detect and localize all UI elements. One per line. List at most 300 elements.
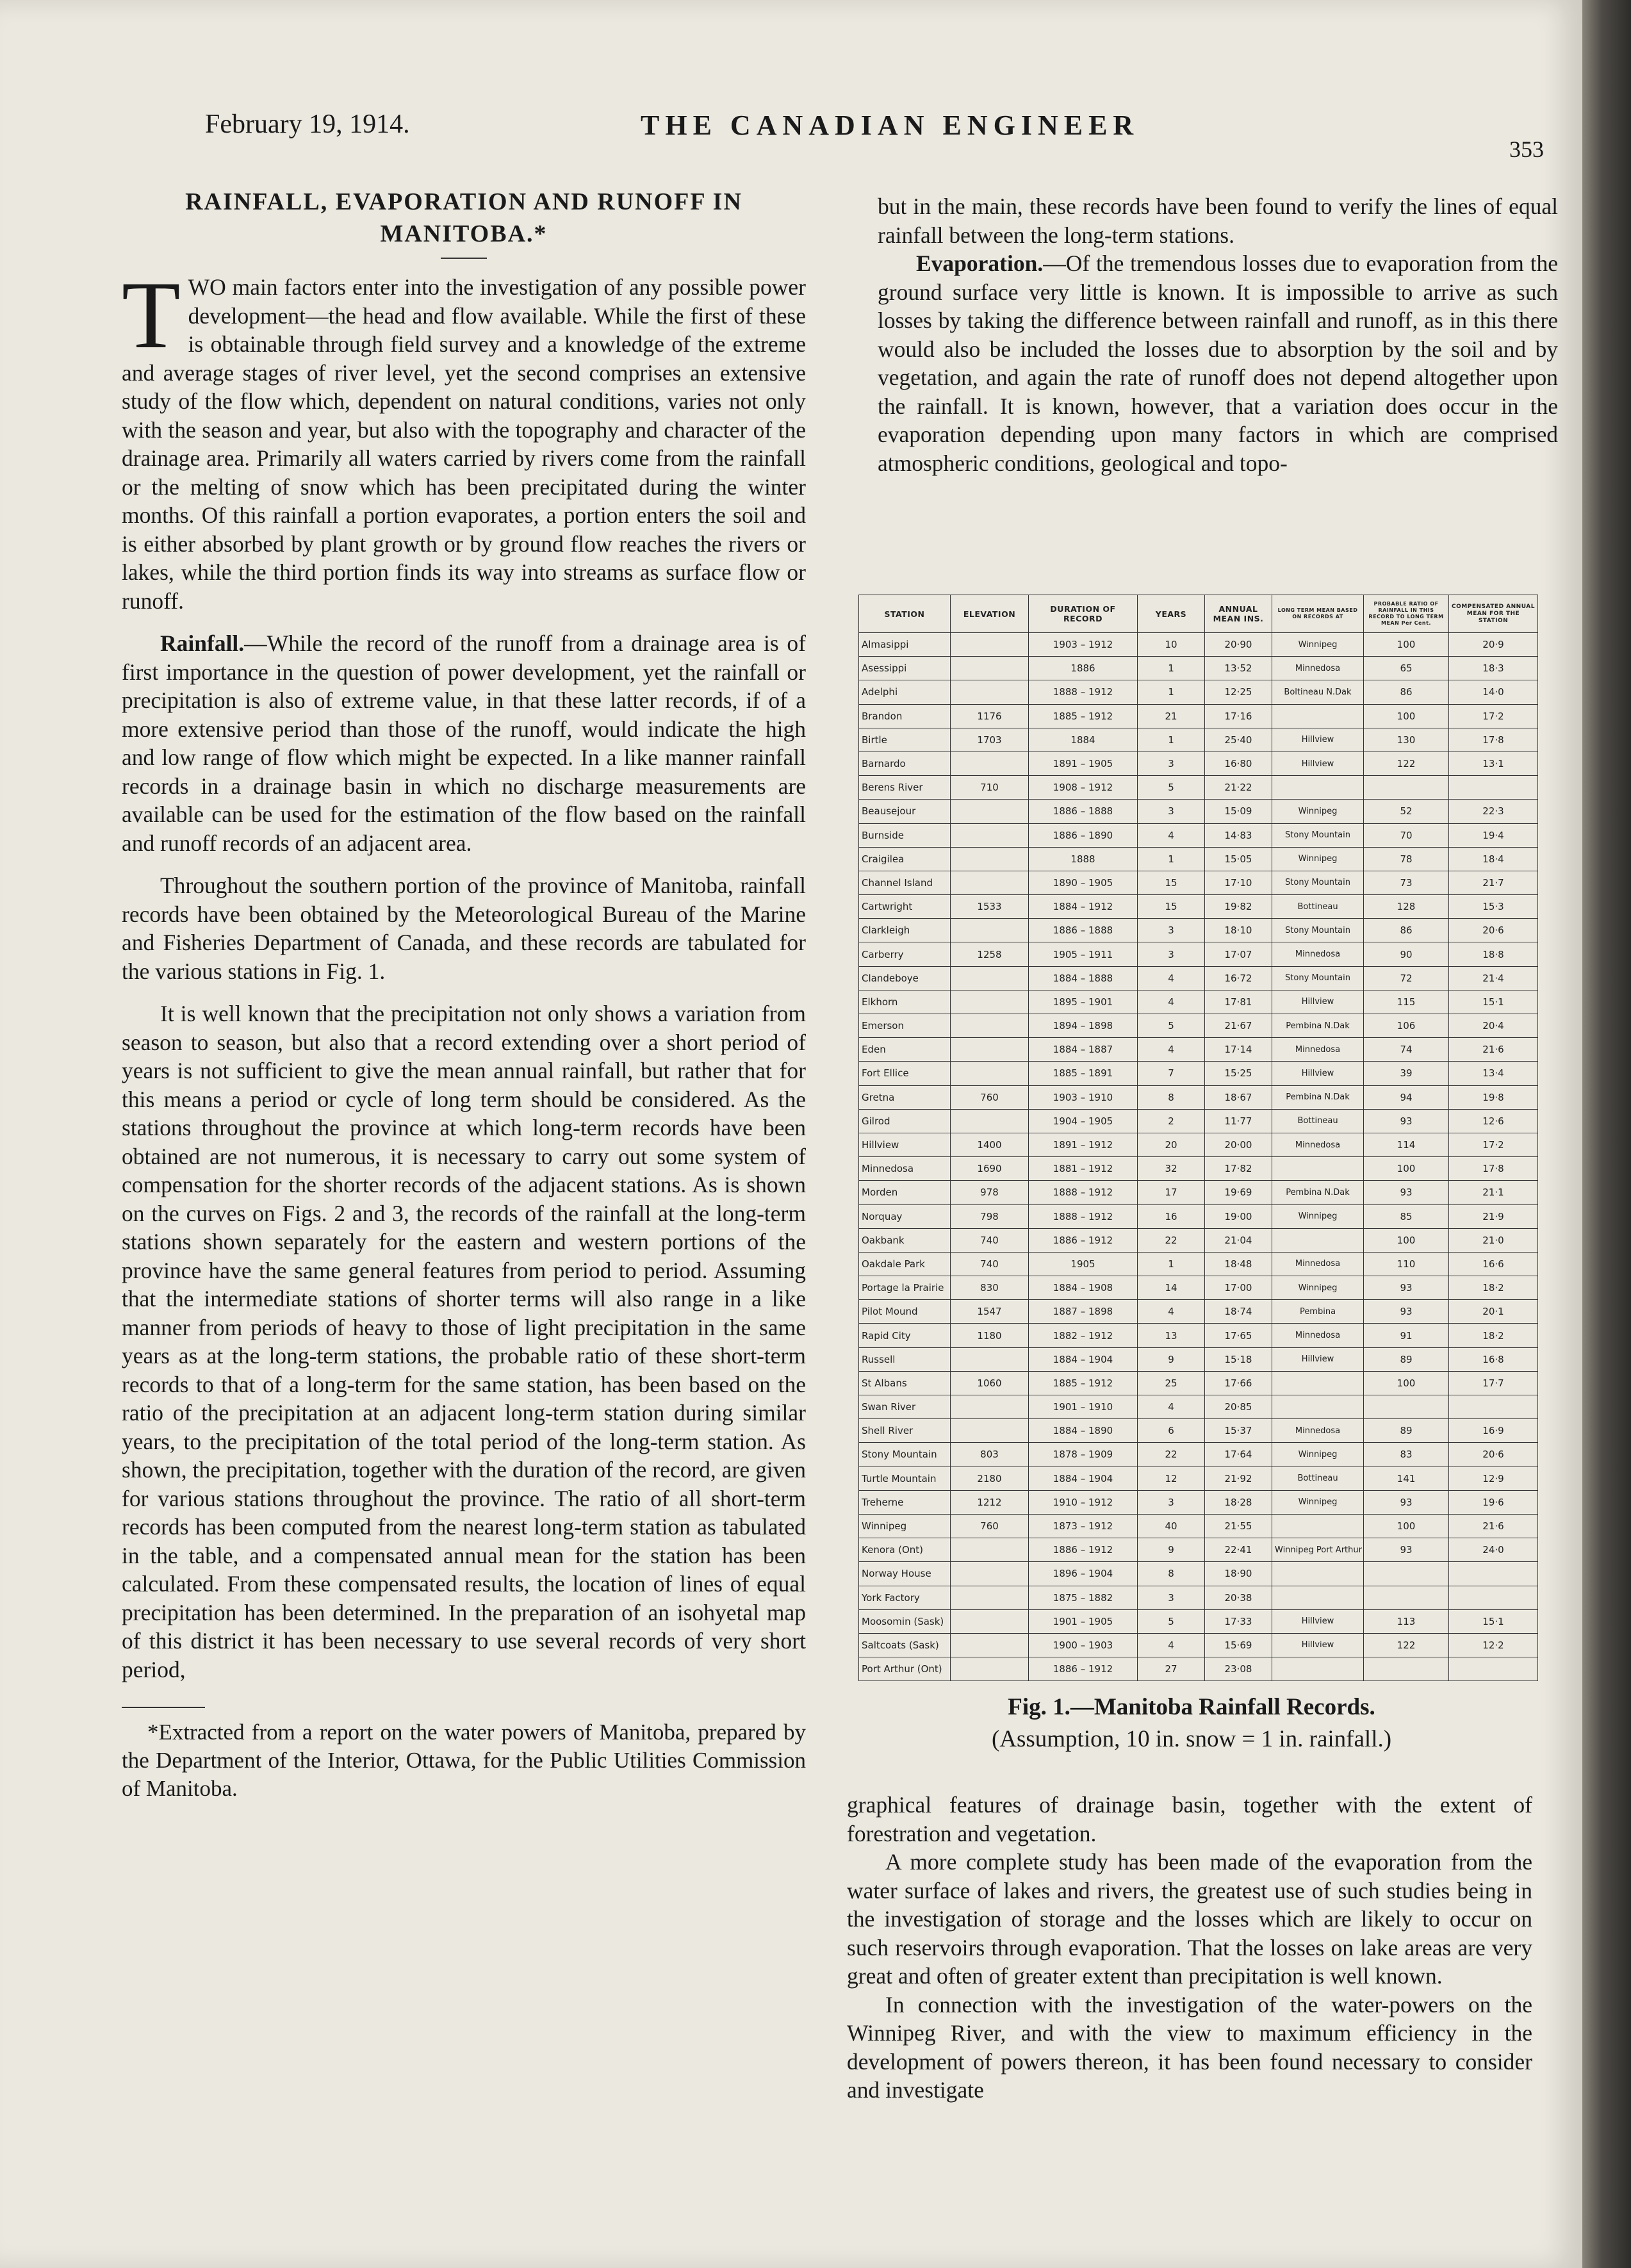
cell-compensated: 18·2 bbox=[1449, 1324, 1538, 1347]
cell-elevation bbox=[951, 1419, 1029, 1443]
cell-ratio: 114 bbox=[1364, 1133, 1449, 1156]
cell-annual-mean: 14·83 bbox=[1205, 823, 1272, 847]
cell-annual-mean: 17·16 bbox=[1205, 704, 1272, 728]
cell-station: Pilot Mound bbox=[859, 1300, 951, 1324]
cell-compensated: 15·1 bbox=[1449, 990, 1538, 1014]
cell-duration: 1884 – 1890 bbox=[1029, 1419, 1138, 1443]
cell-station: Stony Mountain bbox=[859, 1443, 951, 1467]
cell-annual-mean: 18·10 bbox=[1205, 919, 1272, 942]
cell-elevation bbox=[951, 657, 1029, 680]
right-column-top bbox=[878, 192, 1558, 477]
cell-annual-mean: 21·22 bbox=[1205, 776, 1272, 800]
cell-station: Rapid City bbox=[859, 1324, 951, 1347]
cell-duration: 1886 – 1890 bbox=[1029, 823, 1138, 847]
cell-station: Eden bbox=[859, 1038, 951, 1062]
table-row bbox=[859, 1586, 1538, 1609]
cell-years: 5 bbox=[1138, 1014, 1205, 1038]
cell-long-term-basis: Stony Mountain bbox=[1272, 966, 1364, 990]
cell-annual-mean: 18·74 bbox=[1205, 1300, 1272, 1324]
cell-compensated bbox=[1449, 1657, 1538, 1681]
cell-compensated: 15·1 bbox=[1449, 1609, 1538, 1633]
cell-ratio: 122 bbox=[1364, 752, 1449, 775]
paragraph-lake-evaporation: A more complete study has been made of the evaporation from the water surface of lakes and rivers, the greatest use of such studies being in the investigation of storage and the losses which are likely to occur on such reservoirs through evaporation. That the losses on lake areas are very great and often of greater extent than precipitation is well known. bbox=[847, 1849, 1532, 1989]
cell-compensated bbox=[1449, 1395, 1538, 1419]
cell-station: Asessippi bbox=[859, 657, 951, 680]
cell-station: Fort Ellice bbox=[859, 1062, 951, 1085]
cell-elevation: 1690 bbox=[951, 1157, 1029, 1181]
cell-elevation bbox=[951, 680, 1029, 704]
cell-years: 2 bbox=[1138, 1109, 1205, 1133]
cell-long-term-basis: Pembina N.Dak bbox=[1272, 1181, 1364, 1204]
header-duration: DURATION OF RECORD bbox=[1029, 595, 1138, 633]
cell-years: 9 bbox=[1138, 1538, 1205, 1562]
cell-station: Carberry bbox=[859, 942, 951, 966]
cell-years: 20 bbox=[1138, 1133, 1205, 1156]
cell-compensated bbox=[1449, 1562, 1538, 1586]
cell-compensated: 18·8 bbox=[1449, 942, 1538, 966]
cell-ratio: 65 bbox=[1364, 657, 1449, 680]
cell-elevation: 1212 bbox=[951, 1490, 1029, 1514]
cell-duration: 1896 – 1904 bbox=[1029, 1562, 1138, 1586]
cell-annual-mean: 20·90 bbox=[1205, 633, 1272, 657]
table-row bbox=[859, 1062, 1538, 1085]
header-long-term-basis: LONG TERM MEAN BASED ON RECORDS AT bbox=[1272, 595, 1364, 633]
cell-duration: 1900 – 1903 bbox=[1029, 1633, 1138, 1657]
cell-years: 8 bbox=[1138, 1085, 1205, 1109]
table-row bbox=[859, 1514, 1538, 1538]
table-row bbox=[859, 847, 1538, 871]
cell-compensated: 16·9 bbox=[1449, 1419, 1538, 1443]
cell-annual-mean: 18·28 bbox=[1205, 1490, 1272, 1514]
cell-long-term-basis: Winnipeg bbox=[1272, 847, 1364, 871]
cell-duration: 1888 – 1912 bbox=[1029, 1204, 1138, 1228]
cell-duration: 1886 – 1888 bbox=[1029, 919, 1138, 942]
cell-annual-mean: 21·04 bbox=[1205, 1228, 1272, 1252]
drop-cap: T bbox=[122, 262, 181, 368]
book-spine bbox=[1582, 0, 1631, 2268]
cell-long-term-basis: Bottineau bbox=[1272, 895, 1364, 919]
cell-station: Saltcoats (Sask) bbox=[859, 1633, 951, 1657]
cell-elevation bbox=[951, 1109, 1029, 1133]
cell-compensated: 21·9 bbox=[1449, 1204, 1538, 1228]
table-row bbox=[859, 823, 1538, 847]
cell-ratio: 86 bbox=[1364, 680, 1449, 704]
cell-duration: 1884 – 1912 bbox=[1029, 895, 1138, 919]
cell-years: 25 bbox=[1138, 1371, 1205, 1395]
cell-station: Adelphi bbox=[859, 680, 951, 704]
paragraph-topo-continued: graphical features of drainage basin, together with the extent of forestration and vegetation. bbox=[847, 1792, 1532, 1846]
cell-years: 3 bbox=[1138, 919, 1205, 942]
header-years: YEARS bbox=[1138, 595, 1205, 633]
cell-station: Swan River bbox=[859, 1395, 951, 1419]
cell-compensated: 16·8 bbox=[1449, 1347, 1538, 1371]
cell-ratio: 93 bbox=[1364, 1490, 1449, 1514]
cell-elevation bbox=[951, 1395, 1029, 1419]
table-row bbox=[859, 1133, 1538, 1156]
cell-years: 4 bbox=[1138, 823, 1205, 847]
cell-years: 10 bbox=[1138, 633, 1205, 657]
journal-title: THE CANADIAN ENGINEER bbox=[641, 110, 1140, 141]
cell-compensated: 21·7 bbox=[1449, 871, 1538, 894]
table-row bbox=[859, 1181, 1538, 1204]
table-row bbox=[859, 1228, 1538, 1252]
cell-compensated: 20·4 bbox=[1449, 1014, 1538, 1038]
cell-annual-mean: 12·25 bbox=[1205, 680, 1272, 704]
cell-station: Clarkleigh bbox=[859, 919, 951, 942]
cell-ratio bbox=[1364, 1395, 1449, 1419]
cell-duration: 1887 – 1898 bbox=[1029, 1300, 1138, 1324]
cell-duration: 1888 – 1912 bbox=[1029, 680, 1138, 704]
cell-ratio: 73 bbox=[1364, 871, 1449, 894]
cell-compensated: 24·0 bbox=[1449, 1538, 1538, 1562]
cell-ratio: 85 bbox=[1364, 1204, 1449, 1228]
table-row bbox=[859, 1324, 1538, 1347]
cell-duration: 1886 – 1888 bbox=[1029, 800, 1138, 823]
cell-annual-mean: 23·08 bbox=[1205, 1657, 1272, 1681]
cell-ratio: 89 bbox=[1364, 1347, 1449, 1371]
cell-years: 4 bbox=[1138, 1300, 1205, 1324]
cell-compensated: 19·8 bbox=[1449, 1085, 1538, 1109]
cell-duration: 1903 – 1910 bbox=[1029, 1085, 1138, 1109]
cell-compensated: 17·2 bbox=[1449, 1133, 1538, 1156]
cell-ratio: 90 bbox=[1364, 942, 1449, 966]
cell-elevation: 1180 bbox=[951, 1324, 1029, 1347]
cell-elevation bbox=[951, 1347, 1029, 1371]
cell-duration: 1886 bbox=[1029, 657, 1138, 680]
cell-ratio: 86 bbox=[1364, 919, 1449, 942]
cell-years: 1 bbox=[1138, 728, 1205, 752]
cell-ratio: 74 bbox=[1364, 1038, 1449, 1062]
cell-duration: 1895 – 1901 bbox=[1029, 990, 1138, 1014]
cell-long-term-basis bbox=[1272, 1371, 1364, 1395]
article-title-line1: RAINFALL, EVAPORATION AND RUNOFF IN bbox=[185, 188, 742, 215]
cell-long-term-basis bbox=[1272, 1395, 1364, 1419]
cell-long-term-basis: Winnipeg bbox=[1272, 1443, 1364, 1467]
cell-duration: 1884 – 1887 bbox=[1029, 1038, 1138, 1062]
cell-duration: 1903 – 1912 bbox=[1029, 633, 1138, 657]
cell-years: 22 bbox=[1138, 1443, 1205, 1467]
cell-duration: 1908 – 1912 bbox=[1029, 776, 1138, 800]
cell-annual-mean: 18·48 bbox=[1205, 1252, 1272, 1276]
paragraph-rainfall bbox=[122, 629, 806, 857]
cell-ratio: 91 bbox=[1364, 1324, 1449, 1347]
cell-compensated: 17·8 bbox=[1449, 1157, 1538, 1181]
cell-ratio: 100 bbox=[1364, 1157, 1449, 1181]
cell-years: 3 bbox=[1138, 1586, 1205, 1609]
table-row bbox=[859, 871, 1538, 894]
table-row bbox=[859, 1252, 1538, 1276]
header-elevation: ELEVATION bbox=[951, 595, 1029, 633]
cell-long-term-basis: Hillview bbox=[1272, 728, 1364, 752]
rainfall-records-table bbox=[858, 595, 1538, 1681]
cell-annual-mean: 17·64 bbox=[1205, 1443, 1272, 1467]
cell-years: 8 bbox=[1138, 1562, 1205, 1586]
cell-compensated: 21·1 bbox=[1449, 1181, 1538, 1204]
cell-ratio: 93 bbox=[1364, 1538, 1449, 1562]
paragraph-intro bbox=[122, 262, 806, 615]
cell-station: Berens River bbox=[859, 776, 951, 800]
cell-compensated bbox=[1449, 776, 1538, 800]
cell-duration: 1885 – 1912 bbox=[1029, 704, 1138, 728]
cell-long-term-basis: Minnedosa bbox=[1272, 1133, 1364, 1156]
cell-years: 16 bbox=[1138, 1204, 1205, 1228]
cell-long-term-basis: Pembina N.Dak bbox=[1272, 1014, 1364, 1038]
cell-station: Gretna bbox=[859, 1085, 951, 1109]
header-probable-ratio: PROBABLE RATIO OF RAINFALL IN THIS RECORD TO LONG TERM MEAN Per Cent. bbox=[1364, 595, 1449, 633]
cell-elevation bbox=[951, 800, 1029, 823]
cell-duration: 1886 – 1912 bbox=[1029, 1657, 1138, 1681]
cell-years: 15 bbox=[1138, 895, 1205, 919]
cell-duration: 1904 – 1905 bbox=[1029, 1109, 1138, 1133]
cell-years: 9 bbox=[1138, 1347, 1205, 1371]
cell-long-term-basis: Bottineau bbox=[1272, 1467, 1364, 1490]
cell-duration: 1905 – 1911 bbox=[1029, 942, 1138, 966]
cell-station: Turtle Mountain bbox=[859, 1467, 951, 1490]
cell-annual-mean: 20·38 bbox=[1205, 1586, 1272, 1609]
cell-elevation: 1547 bbox=[951, 1300, 1029, 1324]
cell-duration: 1875 – 1882 bbox=[1029, 1586, 1138, 1609]
table-row bbox=[859, 1347, 1538, 1371]
table-row bbox=[859, 1395, 1538, 1419]
cell-station: Kenora (Ont) bbox=[859, 1538, 951, 1562]
cell-station: Brandon bbox=[859, 704, 951, 728]
cell-years: 1 bbox=[1138, 680, 1205, 704]
cell-compensated: 18·2 bbox=[1449, 1276, 1538, 1300]
cell-annual-mean: 15·18 bbox=[1205, 1347, 1272, 1371]
table-row bbox=[859, 1038, 1538, 1062]
cell-elevation bbox=[951, 633, 1029, 657]
cell-station: Cartwright bbox=[859, 895, 951, 919]
cell-ratio: 94 bbox=[1364, 1085, 1449, 1109]
cell-ratio: 89 bbox=[1364, 1419, 1449, 1443]
cell-compensated: 13·1 bbox=[1449, 752, 1538, 775]
cell-annual-mean: 18·67 bbox=[1205, 1085, 1272, 1109]
cell-elevation bbox=[951, 1062, 1029, 1085]
cell-elevation bbox=[951, 871, 1029, 894]
cell-long-term-basis bbox=[1272, 1228, 1364, 1252]
cell-annual-mean: 16·72 bbox=[1205, 966, 1272, 990]
table-row bbox=[859, 752, 1538, 775]
cell-compensated: 20·6 bbox=[1449, 1443, 1538, 1467]
cell-elevation: 1060 bbox=[951, 1371, 1029, 1395]
cell-compensated: 20·1 bbox=[1449, 1300, 1538, 1324]
cell-elevation: 1176 bbox=[951, 704, 1029, 728]
cell-station: Channel Island bbox=[859, 871, 951, 894]
cell-long-term-basis bbox=[1272, 1562, 1364, 1586]
cell-compensated: 21·6 bbox=[1449, 1514, 1538, 1538]
cell-duration: 1884 bbox=[1029, 728, 1138, 752]
cell-duration: 1901 – 1910 bbox=[1029, 1395, 1138, 1419]
cell-years: 27 bbox=[1138, 1657, 1205, 1681]
paragraph-intro-text: WO main factors enter into the investigation of any possible power development—the head and flow available. While the first of these is obtainable through field survey and a knowledge of the extreme and average stages of river level, yet the second comprises an extensive study of the flow which, dependent on natural conditions, varies not only with the season and year, but also with the topography and character of the drainage area. Primarily all waters carried by rivers come from the rainfall or the melting of snow which has been precipitated during the winter months. Of this rainfall a portion evaporates, a portion enters the soil and is either absorbed by plant growth or by ground flow reaches the rivers or lakes, while the third portion finds its way into streams as surface flow or runoff. bbox=[122, 274, 806, 614]
table-row bbox=[859, 990, 1538, 1014]
cell-long-term-basis: Boltineau N.Dak bbox=[1272, 680, 1364, 704]
cell-ratio bbox=[1364, 1657, 1449, 1681]
cell-ratio: 39 bbox=[1364, 1062, 1449, 1085]
table-row bbox=[859, 1157, 1538, 1181]
cell-long-term-basis: Hillview bbox=[1272, 1633, 1364, 1657]
cell-long-term-basis bbox=[1272, 1514, 1364, 1538]
cell-elevation: 830 bbox=[951, 1276, 1029, 1300]
cell-elevation bbox=[951, 1657, 1029, 1681]
cell-years: 12 bbox=[1138, 1467, 1205, 1490]
table-row bbox=[859, 1419, 1538, 1443]
cell-annual-mean: 13·52 bbox=[1205, 657, 1272, 680]
cell-station: Minnedosa bbox=[859, 1157, 951, 1181]
cell-annual-mean: 17·33 bbox=[1205, 1609, 1272, 1633]
cell-ratio: 100 bbox=[1364, 1371, 1449, 1395]
cell-duration: 1910 – 1912 bbox=[1029, 1490, 1138, 1514]
cell-elevation bbox=[951, 1633, 1029, 1657]
table-row bbox=[859, 1085, 1538, 1109]
cell-annual-mean: 19·82 bbox=[1205, 895, 1272, 919]
cell-annual-mean: 18·90 bbox=[1205, 1562, 1272, 1586]
cell-long-term-basis: Pembina bbox=[1272, 1300, 1364, 1324]
cell-station: Beausejour bbox=[859, 800, 951, 823]
cell-years: 3 bbox=[1138, 942, 1205, 966]
table-row bbox=[859, 1014, 1538, 1038]
cell-elevation: 978 bbox=[951, 1181, 1029, 1204]
cell-annual-mean: 21·67 bbox=[1205, 1014, 1272, 1038]
cell-duration: 1886 – 1912 bbox=[1029, 1228, 1138, 1252]
cell-years: 32 bbox=[1138, 1157, 1205, 1181]
table-row bbox=[859, 1204, 1538, 1228]
cell-station: Treherne bbox=[859, 1490, 951, 1514]
title-rule bbox=[441, 258, 487, 259]
cell-annual-mean: 17·10 bbox=[1205, 871, 1272, 894]
cell-years: 5 bbox=[1138, 776, 1205, 800]
cell-duration: 1905 bbox=[1029, 1252, 1138, 1276]
cell-long-term-basis: Pembina N.Dak bbox=[1272, 1085, 1364, 1109]
cell-ratio: 78 bbox=[1364, 847, 1449, 871]
cell-ratio: 100 bbox=[1364, 633, 1449, 657]
cell-annual-mean: 17·14 bbox=[1205, 1038, 1272, 1062]
figure-caption-sub: (Assumption, 10 in. snow = 1 in. rainfall.) bbox=[991, 1726, 1392, 1752]
cell-compensated: 17·2 bbox=[1449, 704, 1538, 728]
cell-long-term-basis: Minnedosa bbox=[1272, 942, 1364, 966]
cell-ratio bbox=[1364, 1586, 1449, 1609]
cell-ratio: 83 bbox=[1364, 1443, 1449, 1467]
cell-years: 14 bbox=[1138, 1276, 1205, 1300]
cell-annual-mean: 15·05 bbox=[1205, 847, 1272, 871]
table-row bbox=[859, 1490, 1538, 1514]
cell-long-term-basis: Hillview bbox=[1272, 752, 1364, 775]
cell-long-term-basis: Winnipeg bbox=[1272, 1204, 1364, 1228]
cell-compensated: 21·6 bbox=[1449, 1038, 1538, 1062]
page-number: 353 bbox=[1509, 136, 1544, 162]
cell-elevation bbox=[951, 966, 1029, 990]
cell-ratio: 93 bbox=[1364, 1109, 1449, 1133]
cell-years: 5 bbox=[1138, 1609, 1205, 1633]
cell-ratio: 130 bbox=[1364, 728, 1449, 752]
cell-duration: 1884 – 1888 bbox=[1029, 966, 1138, 990]
cell-long-term-basis: Stony Mountain bbox=[1272, 823, 1364, 847]
cell-years: 1 bbox=[1138, 1252, 1205, 1276]
paragraph-precipitation: It is well known that the precipitation not only shows a variation from season to season, but also that a record extending over a short period of years is not sufficient to give the mean annual rainfall, but rather that for this means a period or cycle of long term should be considered. As the stations throughout the province at which long-term records have been obtained are not numerous, it is necessary to carry out some system of compensation for the shorter records of the adjacent stations. As is shown on the curves on Figs. 2 and 3, the records of the rainfall at the long-term stations shown separately for the eastern and western portions of the province have the same general features from period to period. Assuming that the intermediate stations of shorter terms will also range in a like manner from periods of heavy to those of light precipitation in the same years as at the long-term stations, the probable ratio of these short-term records to that of a long-term for the same station, has been based on the ratio of the precipitation at an adjacent long-term station during similar years, to the precipitation of the total period of the long-term station. As shown, the precipitation, together with the duration of the record, are given for various stations throughout the province. The ratio of all short-term records has been computed from the nearest long-term station as tabulated in the table, and a compensated annual mean for the station has been calculated. From these compensated results, the location of lines of equal precipitation has been determined. In the preparation of an isohyetal map of this district it has been necessary to use several records of very short period, bbox=[122, 1001, 806, 1682]
cell-compensated: 20·6 bbox=[1449, 919, 1538, 942]
cell-station: Moosomin (Sask) bbox=[859, 1609, 951, 1633]
table-row bbox=[859, 919, 1538, 942]
cell-elevation: 740 bbox=[951, 1228, 1029, 1252]
footnote: *Extracted from a report on the water powers of Manitoba, prepared by the Department of the Interior, Ottawa, for the Public Utilities Commission of Manitoba. bbox=[122, 1720, 806, 1801]
cell-duration: 1894 – 1898 bbox=[1029, 1014, 1138, 1038]
cell-annual-mean: 15·09 bbox=[1205, 800, 1272, 823]
cell-years: 4 bbox=[1138, 966, 1205, 990]
cell-station: York Factory bbox=[859, 1586, 951, 1609]
cell-long-term-basis: Minnedosa bbox=[1272, 1419, 1364, 1443]
table-row bbox=[859, 1538, 1538, 1562]
cell-years: 40 bbox=[1138, 1514, 1205, 1538]
cell-long-term-basis: Winnipeg bbox=[1272, 800, 1364, 823]
cell-ratio: 100 bbox=[1364, 704, 1449, 728]
table-row bbox=[859, 1609, 1538, 1633]
cell-years: 6 bbox=[1138, 1419, 1205, 1443]
cell-compensated: 18·4 bbox=[1449, 847, 1538, 871]
cell-long-term-basis: Stony Mountain bbox=[1272, 919, 1364, 942]
cell-elevation bbox=[951, 1538, 1029, 1562]
cell-ratio: 72 bbox=[1364, 966, 1449, 990]
cell-annual-mean: 15·37 bbox=[1205, 1419, 1272, 1443]
cell-station: Shell River bbox=[859, 1419, 951, 1443]
cell-station: Winnipeg bbox=[859, 1514, 951, 1538]
cell-compensated: 15·3 bbox=[1449, 895, 1538, 919]
table-row bbox=[859, 728, 1538, 752]
cell-station: St Albans bbox=[859, 1371, 951, 1395]
cell-duration: 1884 – 1908 bbox=[1029, 1276, 1138, 1300]
figure-caption bbox=[833, 1691, 1550, 1755]
article-title-line2: MANITOBA.* bbox=[380, 220, 548, 247]
cell-annual-mean: 17·82 bbox=[1205, 1157, 1272, 1181]
cell-elevation bbox=[951, 847, 1029, 871]
cell-elevation bbox=[951, 1562, 1029, 1586]
table-row bbox=[859, 1300, 1538, 1324]
cell-ratio: 93 bbox=[1364, 1181, 1449, 1204]
header-station: STATION bbox=[859, 595, 951, 633]
cell-years: 3 bbox=[1138, 1490, 1205, 1514]
cell-compensated: 13·4 bbox=[1449, 1062, 1538, 1085]
cell-elevation bbox=[951, 752, 1029, 775]
cell-annual-mean: 19·00 bbox=[1205, 1204, 1272, 1228]
table-row bbox=[859, 800, 1538, 823]
cell-annual-mean: 16·80 bbox=[1205, 752, 1272, 775]
cell-long-term-basis bbox=[1272, 1157, 1364, 1181]
cell-duration: 1890 – 1905 bbox=[1029, 871, 1138, 894]
cell-ratio: 70 bbox=[1364, 823, 1449, 847]
cell-duration: 1884 – 1904 bbox=[1029, 1347, 1138, 1371]
cell-compensated: 18·3 bbox=[1449, 657, 1538, 680]
table-row bbox=[859, 776, 1538, 800]
cell-duration: 1888 – 1912 bbox=[1029, 1181, 1138, 1204]
cell-long-term-basis bbox=[1272, 776, 1364, 800]
table-row bbox=[859, 1276, 1538, 1300]
cell-compensated: 12·2 bbox=[1449, 1633, 1538, 1657]
cell-compensated: 21·4 bbox=[1449, 966, 1538, 990]
cell-station: Craigilea bbox=[859, 847, 951, 871]
cell-years: 4 bbox=[1138, 1038, 1205, 1062]
header-compensated-mean: COMPENSATED ANNUAL MEAN FOR THE STATION bbox=[1449, 595, 1538, 633]
cell-long-term-basis: Minnedosa bbox=[1272, 1038, 1364, 1062]
cell-long-term-basis bbox=[1272, 1586, 1364, 1609]
cell-long-term-basis: Winnipeg bbox=[1272, 1276, 1364, 1300]
paragraph-records: Throughout the southern portion of the province of Manitoba, rainfall records have been obtained by the Meteorological Bureau of the Marine and Fisheries Department of Canada, and these records are tabulated for the various stations in Fig. 1. bbox=[122, 873, 806, 984]
page-date: February 19, 1914. bbox=[205, 110, 410, 139]
rainfall-table-figure bbox=[858, 595, 1537, 1681]
cell-elevation bbox=[951, 823, 1029, 847]
cell-long-term-basis: Minnedosa bbox=[1272, 1324, 1364, 1347]
cell-duration: 1884 – 1904 bbox=[1029, 1467, 1138, 1490]
left-column bbox=[122, 186, 806, 1803]
table-row bbox=[859, 680, 1538, 704]
